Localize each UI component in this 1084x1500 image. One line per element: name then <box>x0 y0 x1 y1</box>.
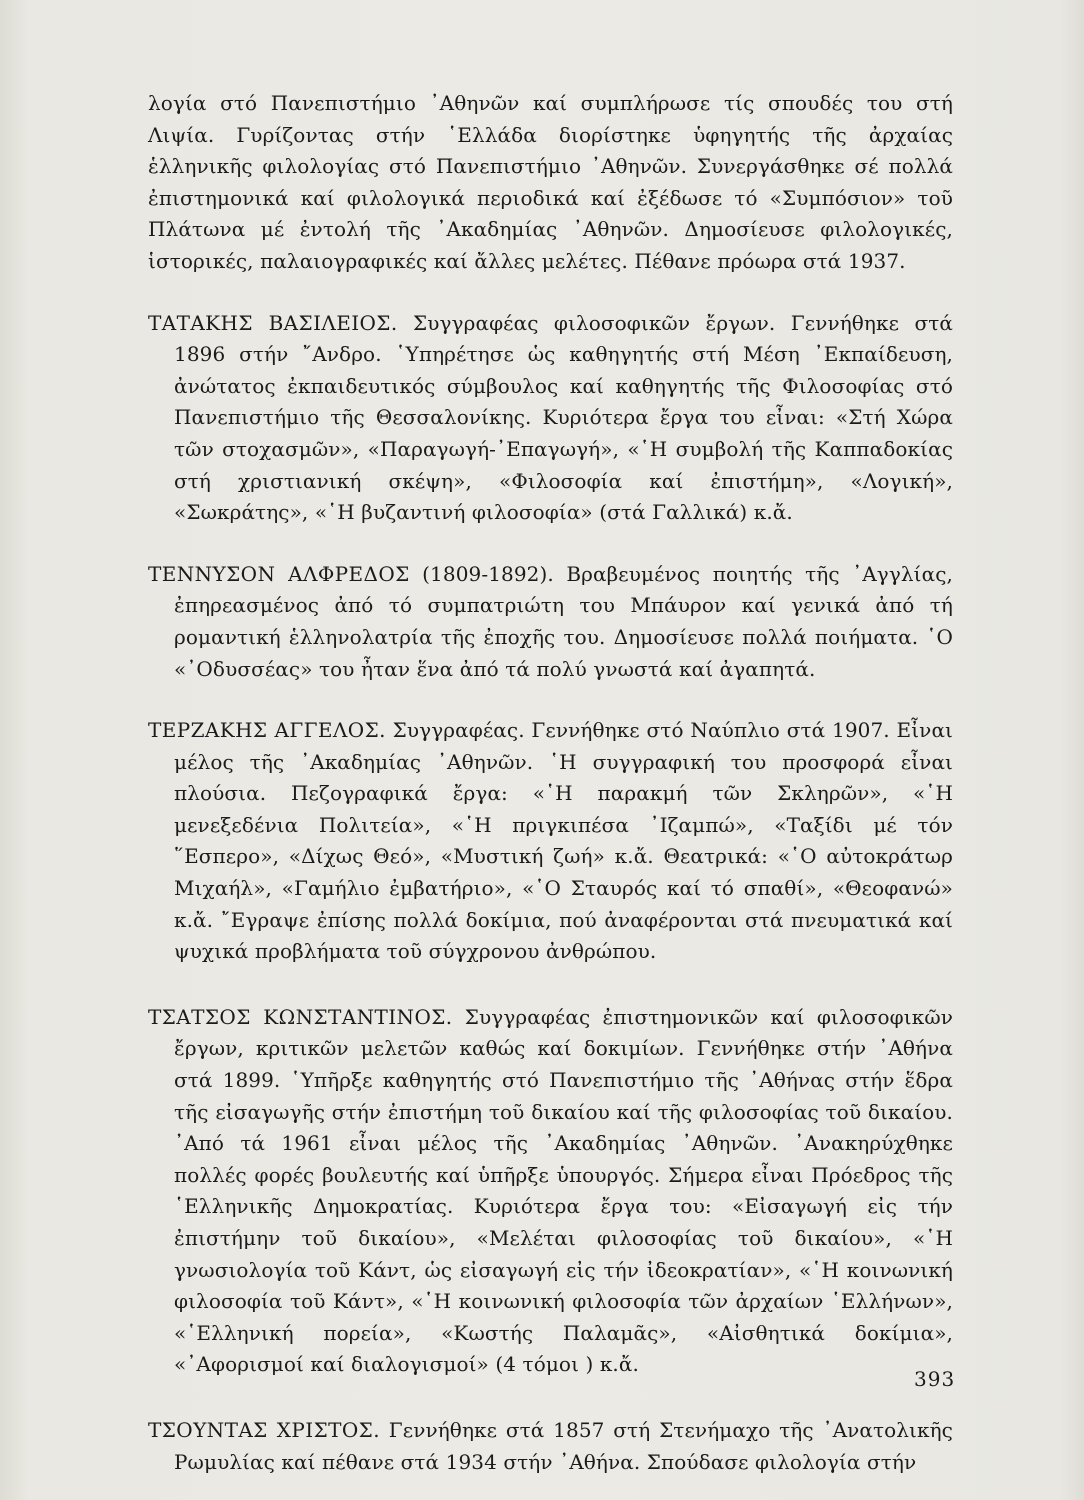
entry-heading: ΤΕΝΝΥΣΟΝ ΑΛΦΡΕΔΟΣ <box>148 561 410 586</box>
entry-tatakis <box>148 308 953 529</box>
page-number: 393 <box>914 1367 956 1391</box>
entry-heading: ΤΣΟΥΝΤΑΣ ΧΡΙΣΤΟΣ. <box>148 1417 380 1442</box>
entry-tsatsos <box>148 1002 953 1381</box>
entry-body: Γεννήθηκε στά 1857 στή Στενήμαχο τῆς ᾿Ανατολικῆς Ρωμυλίας καί πέθανε στά 1934 στήν ᾿Αθήνα. Σπούδασε φιλολογία στήν <box>174 1417 953 1474</box>
entry-body: (1809-1892). Βραβευμένος ποιητής τῆς ᾿Αγγλίας, ἐπηρεασμένος ἀπό τό συμπατριώτη του Μπάυρον καί γενικά ἀπό τή ρομαντική ἑλληνολατρία τῆς ἐποχῆς του. Δημοσίευσε πολλά ποιήματα. ῾Ο «᾿Οδυσσέας» του ἦταν ἕνα ἀπό τά πολύ γνωστά καί ἀγαπητά. <box>174 561 953 681</box>
entry-terzakis <box>148 715 953 968</box>
entry-body: Συγγραφέας ἐπιστημονικῶν καί φιλοσοφικῶν ἔργων, κριτικῶν μελετῶν καθώς καί δοκιμίων. Γεννήθηκε στήν ᾿Αθήνα στά 1899. ῾Υπῆρξε καθηγητής στό Πανεπιστήμιο τῆς ᾿Αθήνας στήν ἕδρα τῆς εἰσαγωγῆς στήν ἐπιστήμη τοῦ δικαίου καί τῆς φιλοσοφίας τοῦ δικαίου. ᾿Από τά 1961 εἶναι μέλος τῆς ᾿Ακαδημίας ᾿Αθηνῶν. ᾿Ανακηρύχθηκε πολλές φορές βουλευτής καί ὑπῆρξε ὑπουργός. Σήμερα εἶναι Πρόεδρος τῆς ῾Ελληνικῆς Δημοκρατίας. Κυριότερα ἔργα του: «Εἰσαγωγή εἰς τήν ἐπιστήμην τοῦ δικαίου», «Μελέται φιλοσοφίας τοῦ δικαίου», «῾Η γνωσιολογία τοῦ Κάντ, ὡς εἰσαγωγή εἰς τήν ἰδεοκρατίαν», «῾Η κοινωνική φιλοσοφία τοῦ Κάντ», «῾Η κοινωνική φιλοσοφία τῶν ἀρχαίων ῾Ελλήνων», «῾Ελληνική πορεία», «Κωστής Παλαμᾶς», «Αἰσθητικά δοκίμια», «᾿Αφορισμοί καί διαλογισμοί» (4 τόμοι ) κ.ἄ. <box>174 1004 953 1377</box>
entry-tennyson <box>148 559 953 685</box>
entry-tsountas <box>148 1415 953 1478</box>
text-column <box>148 88 956 1478</box>
entry-body: Συγγραφέας. Γεννήθηκε στό Ναύπλιο στά 1907. Εἶναι μέλος τῆς ᾿Ακαδημίας ᾿Αθηνῶν. ῾Η συγγραφική του προσφορά εἶναι πλούσια. Πεζογραφικά ἔργα: «῾Η παρακμή τῶν Σκληρῶν», «῾Η μενεξεδένια Πολιτεία», «῾Η πριγκιπέσα ᾿Ιζαμπώ», «Ταξίδι μέ τόν ῞Εσπερο», «Δίχως Θεό», «Μυστική ζωή» κ.ἄ. Θεατρικά: «῾Ο αὐτοκράτωρ Μιχαήλ», «Γαμήλιο ἐμβατήριο», «῾Ο Σταυρός καί τό σπαθί», «Θεοφανώ» κ.ἄ. ῎Εγραψε ἐπίσης πολλά δοκίμια, πού ἀναφέρονται στά πνευματικά καί ψυχικά προβλήματα τοῦ σύγχρονου ἀνθρώπου. <box>174 718 953 964</box>
entry-heading: ΤΑΤΑΚΗΣ ΒΑΣΙΛΕΙΟΣ. <box>148 310 398 335</box>
entry-body: Συγγραφέας φιλοσοφικῶν ἔργων. Γεννήθηκε στά 1896 στήν ῎Ανδρο. ῾Υπηρέτησε ὡς καθηγητής στή Μέση ᾿Εκπαίδευση, ἀνώτατος ἐκπαιδευτικός σύμβουλος καί καθηγητής τῆς Φιλοσοφίας στό Πανεπιστήμιο τῆς Θεσσαλονίκης. Κυριότερα ἔργα του εἶναι: «Στή Χώρα τῶν στοχασμῶν», «Παραγωγή-᾿Επαγωγή», «῾Η συμβολή τῆς Καππαδοκίας στή χριστιανική σκέψη», «Φιλοσοφία καί ἐπιστήμη», «Λογική», «Σωκράτης», «῾Η βυζαντινή φιλοσοφία» (στά Γαλλικά) κ.ἄ. <box>174 310 953 525</box>
entry-heading: ΤΣΑΤΣΟΣ ΚΩΝΣΤΑΝΤΙΝΟΣ. <box>148 1004 453 1029</box>
intro-paragraph: λογία στό Πανεπιστήμιο ᾿Αθηνῶν καί συμπλήρωσε τίς σπουδές του στή Λιψία. Γυρίζοντας στήν ῾Ελλάδα διορίστηκε ὑφηγητής τῆς ἀρχαίας ἑλληνικῆς φιλολογίας στό Πανεπιστήμιο ᾿Αθηνῶν. Συνεργάσθηκε σέ πολλά ἐπιστημονικά καί φιλολογικά περιοδικά καί ἐξέδωσε τό «Συμπόσιον» τοῦ Πλάτωνα μέ ἐντολή τῆς ᾿Ακαδημίας ᾿Αθηνῶν. Δημοσίευσε φιλολογικές, ἱστορικές, παλαιογραφικές καί ἄλλες μελέτες. Πέθανε πρόωρα στά 1937. <box>148 91 953 273</box>
entry-heading: ΤΕΡΖΑΚΗΣ ΑΓΓΕΛΟΣ. <box>148 718 386 743</box>
